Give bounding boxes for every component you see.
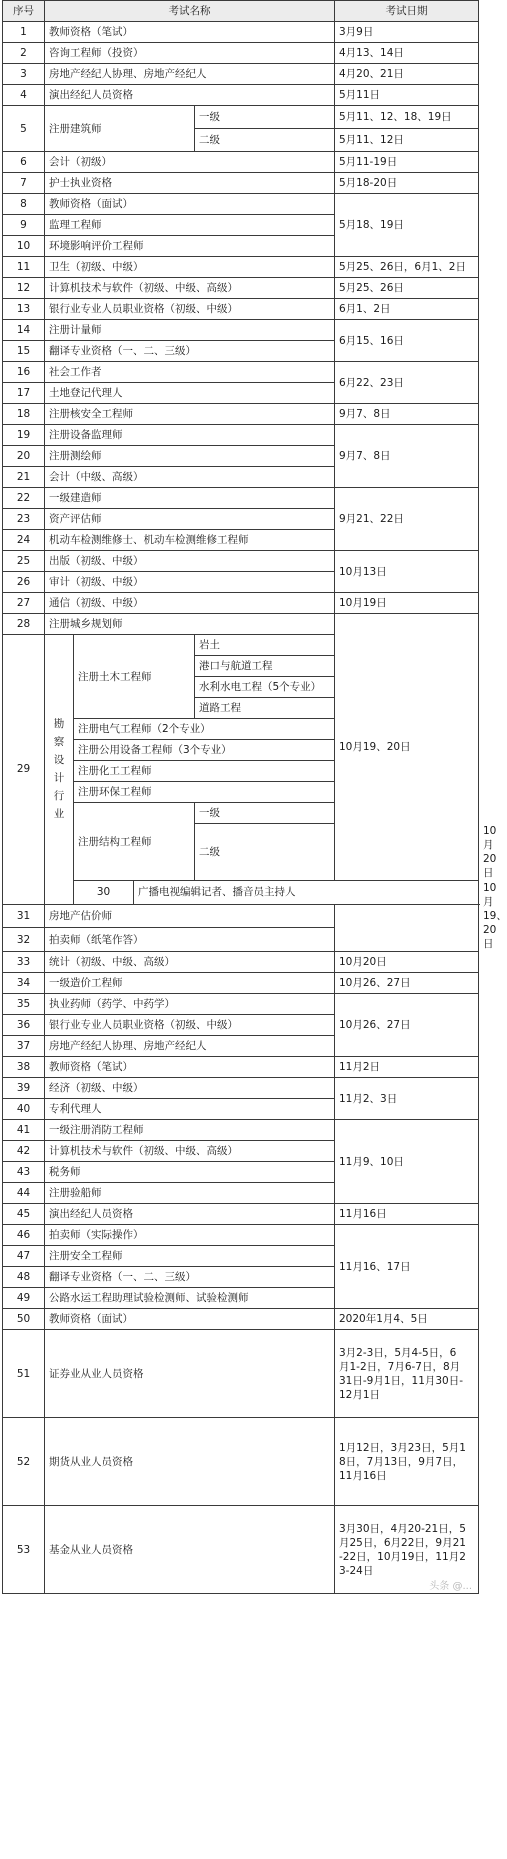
exam-name: 护士执业资格	[45, 173, 335, 194]
exam-date: 9月21、22日	[335, 488, 479, 551]
table-row	[3, 614, 479, 635]
exam-date: 11月2、3日	[335, 1078, 479, 1120]
exam-name: 银行业专业人员职业资格（初级、中级）	[45, 299, 335, 320]
exam-name: 注册环保工程师	[74, 782, 335, 803]
exam-name: 银行业专业人员职业资格（初级、中级）	[45, 1015, 335, 1036]
exam-date: 5月11日	[335, 85, 479, 106]
date-line: 3月30日，4月20-21日，5	[339, 1522, 466, 1535]
table-row	[3, 320, 479, 341]
row-no: 48	[3, 1267, 45, 1288]
exam-date	[335, 1418, 479, 1506]
exam-name: 通信（初级、中级）	[45, 593, 335, 614]
exam-date: 11月16日	[335, 1204, 479, 1225]
exam-name: 房地产经纪人协理、房地产经纪人	[45, 64, 335, 85]
exam-name: 审计（初级、中级）	[45, 572, 335, 593]
exam-name: 土地登记代理人	[45, 383, 335, 404]
category-char: 察	[53, 736, 65, 749]
row-no: 25	[3, 551, 45, 572]
exam-date: 9月7、8日	[335, 425, 479, 488]
exam-name: 卫生（初级、中级）	[45, 257, 335, 278]
row-no: 34	[3, 973, 45, 994]
exam-name: 注册土木工程师	[74, 635, 195, 719]
exam-date: 11月9、10日	[335, 1120, 479, 1204]
exam-date: 3月9日	[335, 22, 479, 43]
date-line: 月25日，6月22日，9月21	[339, 1536, 466, 1549]
exam-name: 经济（初级、中级）	[45, 1078, 335, 1099]
exam-name: 房地产估价师	[45, 904, 335, 928]
row-no: 23	[3, 509, 45, 530]
category-char: 行	[53, 790, 65, 803]
exam-date: 10月19、20日	[335, 614, 479, 881]
exam-name: 注册安全工程师	[45, 1246, 335, 1267]
exam-date: 10月26、27日	[335, 994, 479, 1057]
table-row	[3, 22, 479, 43]
row-no: 22	[3, 488, 45, 509]
exam-specialty: 道路工程	[195, 698, 335, 719]
exam-date	[335, 1330, 479, 1418]
row-no: 43	[3, 1162, 45, 1183]
row-no: 15	[3, 341, 45, 362]
header-name: 考试名称	[45, 1, 335, 22]
row-no: 29	[3, 635, 45, 905]
exam-name: 翻译专业资格（一、二、三级）	[45, 341, 335, 362]
exam-name: 房地产经纪人协理、房地产经纪人	[45, 1036, 335, 1057]
row-no: 53	[3, 1506, 45, 1594]
exam-date: 4月13、14日	[335, 43, 479, 64]
exam-name: 演出经纪人员资格	[45, 1204, 335, 1225]
table-row	[3, 194, 479, 215]
table-row	[3, 278, 479, 299]
exam-name: 演出经纪人员资格	[45, 85, 335, 106]
row-no: 30	[74, 881, 134, 905]
exam-name: 证券业从业人员资格	[45, 1330, 335, 1418]
date-line: 11月16日	[339, 1469, 387, 1482]
exam-name: 教师资格（面试）	[45, 194, 335, 215]
exam-name: 注册建筑师	[45, 106, 195, 152]
row-no: 42	[3, 1141, 45, 1162]
row-no: 35	[3, 994, 45, 1015]
exam-name: 咨询工程师（投资）	[45, 43, 335, 64]
row-no: 41	[3, 1120, 45, 1141]
exam-level: 二级	[195, 824, 335, 881]
exam-name: 计算机技术与软件（初级、中级、高级）	[45, 1141, 335, 1162]
exam-name: 监理工程师	[45, 215, 335, 236]
exam-date: 5月18-20日	[335, 173, 479, 194]
row-no: 40	[3, 1099, 45, 1120]
date-line: 月1-2日，7月6-7日，8月	[339, 1360, 461, 1373]
category-char: 业	[53, 808, 65, 821]
row-no: 31	[3, 904, 45, 928]
exam-name: 注册设备监理师	[45, 425, 335, 446]
exam-name: 注册城乡规划师	[45, 614, 335, 635]
exam-name: 教师资格（面试）	[45, 1309, 335, 1330]
table-row: 30 广播电视编辑记者、播音员主持人 10月19、20日	[3, 881, 479, 905]
exam-name: 注册验船师	[45, 1183, 335, 1204]
table-row	[3, 994, 479, 1015]
row-no: 45	[3, 1204, 45, 1225]
header-no: 序号	[3, 1, 45, 22]
exam-date: 10月13日	[335, 551, 479, 593]
exam-name: 统计（初级、中级、高级）	[45, 952, 335, 973]
table-row	[3, 1120, 479, 1141]
row-no: 19	[3, 425, 45, 446]
row-no: 8	[3, 194, 45, 215]
row-no: 7	[3, 173, 45, 194]
row-no: 2	[3, 43, 45, 64]
exam-date: 4月20、21日	[335, 64, 479, 85]
exam-name: 注册公用设备工程师（3个专业）	[74, 740, 335, 761]
exam-name: 税务师	[45, 1162, 335, 1183]
exam-name: 注册电气工程师（2个专业）	[74, 719, 335, 740]
row-no: 5	[3, 106, 45, 152]
row-no: 20	[3, 446, 45, 467]
row-no: 39	[3, 1078, 45, 1099]
header-date: 考试日期	[335, 1, 479, 22]
date-line: 31日-9月1日，11月30日-	[339, 1374, 464, 1387]
exam-date: 5月11、12日	[335, 129, 479, 152]
row-no: 49	[3, 1288, 45, 1309]
exam-name: 注册化工工程师	[74, 761, 335, 782]
row-no: 26	[3, 572, 45, 593]
table-row	[3, 1225, 479, 1246]
exam-schedule-table	[2, 0, 507, 1594]
date-line: 1月12日，3月23日，5月1	[339, 1441, 466, 1454]
exam-date: 9月7、8日	[335, 404, 479, 425]
row-no: 32	[3, 928, 45, 952]
table-row	[3, 404, 479, 425]
row-no: 1	[3, 22, 45, 43]
row-no: 28	[3, 614, 45, 635]
table-row	[3, 1204, 479, 1225]
date-line: 8日，7月13日，9月7日，	[339, 1455, 464, 1468]
exam-date: 5月25、26日，6月1、2日	[335, 257, 479, 278]
exam-name: 公路水运工程助理试验检测师、试验检测师	[45, 1288, 335, 1309]
exam-name: 广播电视编辑记者、播音员主持人	[134, 881, 479, 905]
exam-date: 5月11、12、18、19日	[335, 106, 479, 129]
exam-name: 执业药师（药学、中药学）	[45, 994, 335, 1015]
row-no: 12	[3, 278, 45, 299]
exam-specialty: 港口与航道工程	[195, 656, 335, 677]
watermark: 头条 @...	[429, 1581, 472, 1592]
table-row	[3, 928, 479, 952]
category-char: 设	[53, 754, 65, 767]
exam-name: 机动车检测维修士、机动车检测维修工程师	[45, 530, 335, 551]
date-line: 3-24日	[339, 1564, 374, 1577]
table-row	[3, 488, 479, 509]
table-row	[3, 1057, 479, 1078]
row-no: 14	[3, 320, 45, 341]
exam-date: 10月26、27日	[335, 973, 479, 994]
exam-date: 11月2日	[335, 1057, 479, 1078]
exam-schedule	[2, 0, 507, 1594]
table-row	[3, 152, 479, 173]
exam-name: 教师资格（笔试）	[45, 1057, 335, 1078]
exam-name: 一级造价工程师	[45, 973, 335, 994]
row-no: 4	[3, 85, 45, 106]
exam-name: 出版（初级、中级）	[45, 551, 335, 572]
row-no: 46	[3, 1225, 45, 1246]
row-no: 33	[3, 952, 45, 973]
row-no: 13	[3, 299, 45, 320]
row-no: 16	[3, 362, 45, 383]
row-no: 36	[3, 1015, 45, 1036]
row-no: 44	[3, 1183, 45, 1204]
exam-date: 10月19日	[335, 593, 479, 614]
row-no: 6	[3, 152, 45, 173]
exam-name: 注册测绘师	[45, 446, 335, 467]
exam-name: 会计（初级）	[45, 152, 335, 173]
row-no: 21	[3, 467, 45, 488]
row-no: 17	[3, 383, 45, 404]
row-no: 10	[3, 236, 45, 257]
header-row	[3, 1, 479, 22]
row-no: 47	[3, 1246, 45, 1267]
table-row	[3, 551, 479, 572]
exam-date: 5月25、26日	[335, 278, 479, 299]
exam-date: 6月15、16日	[335, 320, 479, 362]
exam-name: 会计（中级、高级）	[45, 467, 335, 488]
row-no: 27	[3, 593, 45, 614]
exam-name: 注册核安全工程师	[45, 404, 335, 425]
table-row	[3, 952, 479, 973]
exam-name: 专利代理人	[45, 1099, 335, 1120]
row-no: 3	[3, 64, 45, 85]
exam-name: 教师资格（笔试）	[45, 22, 335, 43]
exam-name: 拍卖师（纸笔作答）	[45, 928, 335, 952]
category-char: 计	[53, 772, 65, 785]
exam-name: 翻译专业资格（一、二、三级）	[45, 1267, 335, 1288]
table-row	[3, 973, 479, 994]
table-row	[3, 1506, 479, 1594]
row-no: 51	[3, 1330, 45, 1418]
category-char: 勘	[53, 718, 65, 731]
exam-name: 资产评估师	[45, 509, 335, 530]
exam-level: 一级	[195, 803, 335, 824]
exam-name: 一级注册消防工程师	[45, 1120, 335, 1141]
table-row	[3, 362, 479, 383]
table-row	[3, 593, 479, 614]
row-no: 38	[3, 1057, 45, 1078]
row-no: 50	[3, 1309, 45, 1330]
date-line: 12月1日	[339, 1388, 381, 1401]
row-no: 37	[3, 1036, 45, 1057]
table-row	[3, 1078, 479, 1099]
table-row	[3, 299, 479, 320]
exam-name: 计算机技术与软件（初级、中级、高级）	[45, 278, 335, 299]
table-row: 二级 10月20日	[3, 824, 479, 881]
table-row	[3, 1330, 479, 1418]
table-row	[3, 425, 479, 446]
exam-level: 二级	[195, 129, 335, 152]
table-row	[3, 904, 479, 928]
table-row	[3, 85, 479, 106]
exam-name: 一级建造师	[45, 488, 335, 509]
exam-date: 5月18、19日	[335, 194, 479, 257]
exam-specialty: 岩土	[195, 635, 335, 656]
exam-specialty: 水利水电工程（5个专业）	[195, 677, 335, 698]
row-no: 9	[3, 215, 45, 236]
exam-date: 6月22、23日	[335, 362, 479, 404]
exam-name: 注册计量师	[45, 320, 335, 341]
table-row	[3, 173, 479, 194]
row-no: 11	[3, 257, 45, 278]
exam-name: 期货从业人员资格	[45, 1418, 335, 1506]
table-row	[3, 1309, 479, 1330]
category-label	[45, 635, 74, 905]
exam-name: 社会工作者	[45, 362, 335, 383]
exam-date: 2020年1月4、5日	[335, 1309, 479, 1330]
table-row	[3, 64, 479, 85]
exam-date: 11月16、17日	[335, 1225, 479, 1309]
table-row	[3, 106, 479, 129]
exam-date: 10月20日	[335, 952, 479, 973]
row-no: 18	[3, 404, 45, 425]
exam-date: 6月1、2日	[335, 299, 479, 320]
exam-name: 注册结构工程师	[74, 803, 195, 881]
exam-name: 基金从业人员资格	[45, 1506, 335, 1594]
row-no: 24	[3, 530, 45, 551]
exam-date: 5月11-19日	[335, 152, 479, 173]
exam-name: 拍卖师（实际操作）	[45, 1225, 335, 1246]
row-no: 52	[3, 1418, 45, 1506]
date-line: 3月2-3日，5月4-5日，6	[339, 1346, 457, 1359]
table-row	[3, 43, 479, 64]
table-row	[3, 1418, 479, 1506]
date-line: -22日，10月19日，11月2	[339, 1550, 466, 1563]
exam-level: 一级	[195, 106, 335, 129]
exam-name: 环境影响评价工程师	[45, 236, 335, 257]
table-row	[3, 257, 479, 278]
